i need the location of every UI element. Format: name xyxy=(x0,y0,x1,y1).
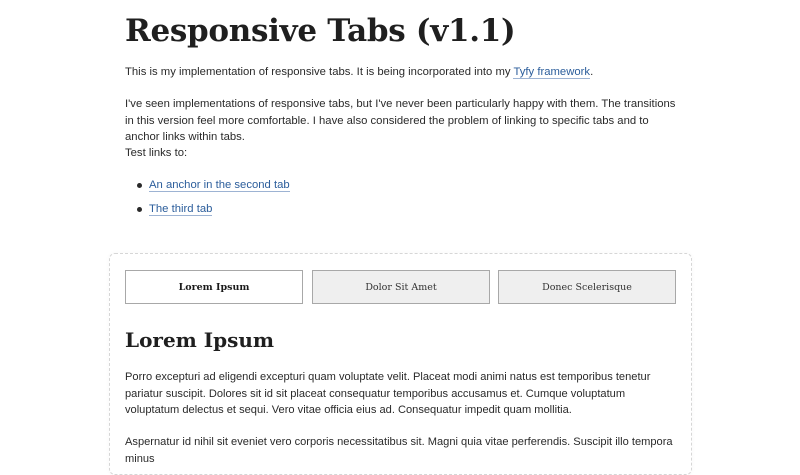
list-item xyxy=(125,177,290,201)
intro-paragraph-2: I've seen implementations of responsive tabs, but I've never been particularly happy with them. The transitions in this version feel more comfortable. I have also considered the problem of linking to specific tabs and to anchor links within tabs. xyxy=(125,98,676,143)
intro-paragraph-1 xyxy=(125,64,685,81)
bullet-icon xyxy=(137,207,142,212)
intro-text-end: . xyxy=(590,66,594,78)
panel-title: Lorem Ipsum xyxy=(125,328,275,352)
panel-paragraph-1: Porro excepturi ad eligendi excepturi quam voluptate velit. Placeat modi animi natus est temporibus tenetur pariatur suscipit. Dolores sit id sit placeat consequatur temporibus accusamus et. Cumque voluptatum voluptatum delectus et sequi. Vero vitae officia eius ad. Consequatur impedit quam mollitia. xyxy=(125,371,651,416)
tab-donec-scelerisque[interactable]: Donec Scelerisque xyxy=(498,270,676,304)
test-links-heading: Test links to: xyxy=(125,147,188,159)
list-item xyxy=(125,201,290,225)
tab-lorem-ipsum[interactable]: Lorem Ipsum xyxy=(125,270,303,304)
tyfy-framework-link[interactable]: Tyfy framework xyxy=(513,66,591,78)
test-links-list xyxy=(125,177,290,225)
tab-dolor-sit-amet[interactable]: Dolor Sit Amet xyxy=(312,270,490,304)
bullet-icon xyxy=(137,183,142,188)
third-tab-link[interactable]: The third tab xyxy=(149,203,213,215)
tabs-container xyxy=(109,253,692,475)
second-tab-anchor-link[interactable]: An anchor in the second tab xyxy=(149,179,290,191)
intro-text: This is my implementation of responsive tabs. It is being incorporated into my xyxy=(125,66,514,78)
panel-paragraph-2: Aspernatur id nihil sit eveniet vero corporis necessitatibus sit. Magni quia vitae perferendis. Suscipit illo tempora minus xyxy=(125,436,673,465)
page-title: Responsive Tabs (v1.1) xyxy=(125,13,516,49)
